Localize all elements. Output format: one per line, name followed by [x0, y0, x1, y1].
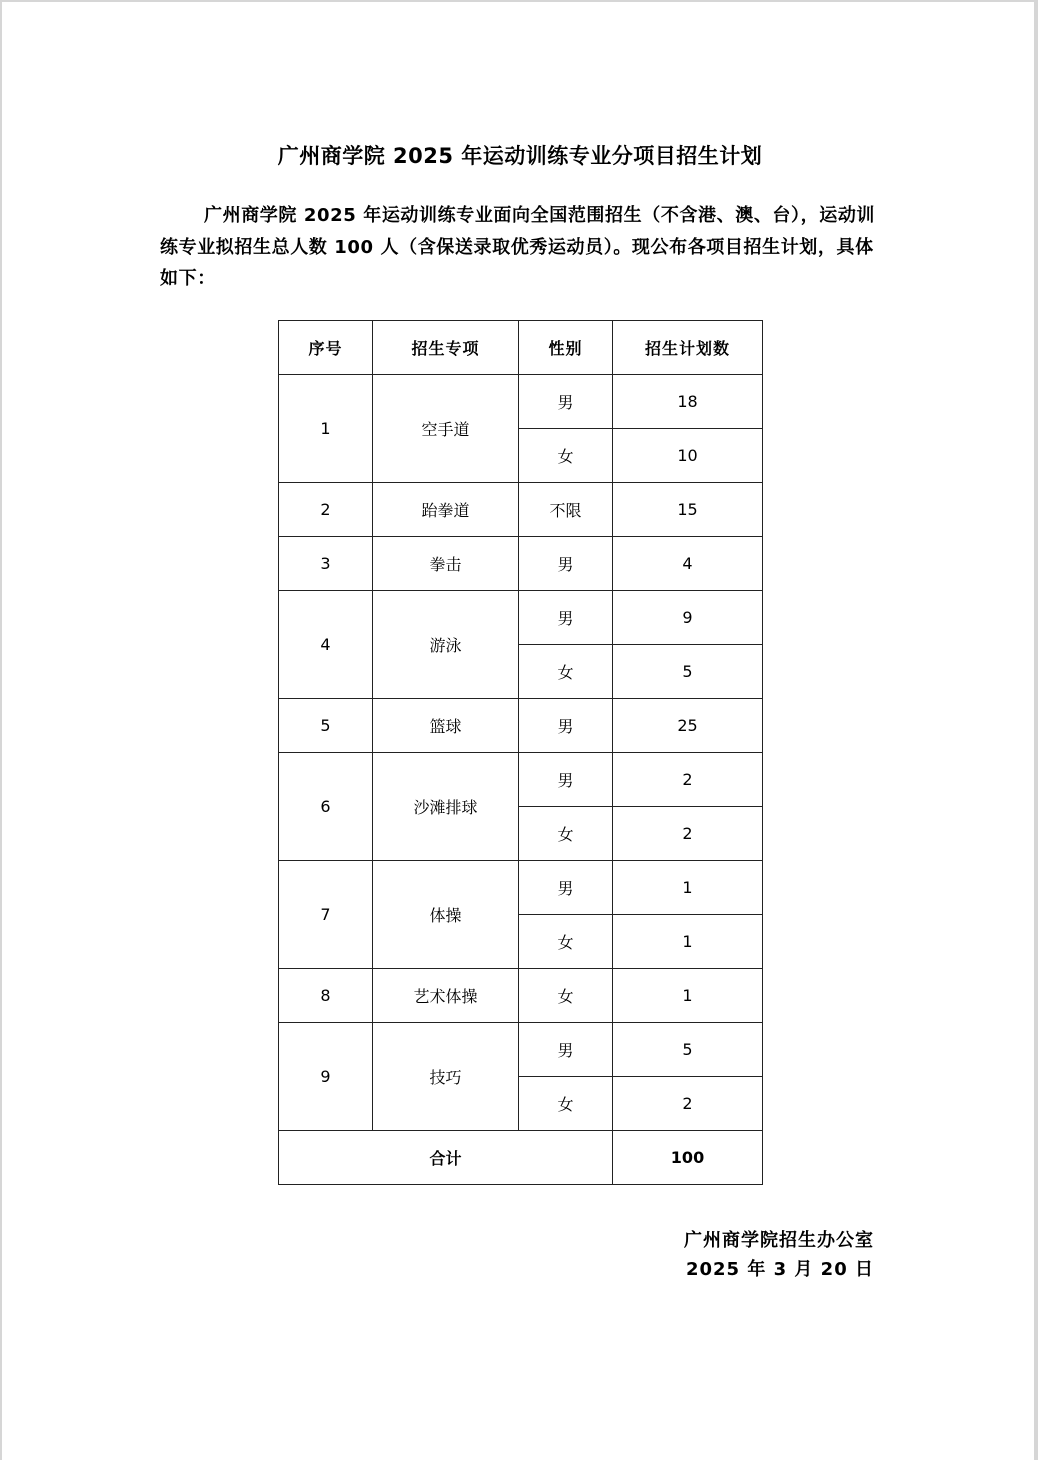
total-value: 100: [613, 1131, 763, 1185]
cell-gender: 女: [519, 645, 613, 699]
header-sport: 招生专项: [373, 321, 519, 375]
header-no: 序号: [279, 321, 373, 375]
cell-count: 2: [613, 807, 763, 861]
cell-sport: 空手道: [373, 375, 519, 483]
header-count: 招生计划数: [613, 321, 763, 375]
intro-paragraph: 广州商学院 2025 年运动训练专业面向全国范围招生（不含港、澳、台），运动训练专业拟招生总人数 100 人（含保送录取优秀运动员）。现公布各项目招生计划，具体如下：: [160, 205, 876, 289]
table-row: [279, 861, 763, 915]
cell-sport: 体操: [373, 861, 519, 969]
total-label: 合计: [279, 1131, 613, 1185]
cell-sport: 沙滩排球: [373, 753, 519, 861]
cell-count: 5: [613, 645, 763, 699]
cell-gender: 女: [519, 969, 613, 1023]
cell-gender: 女: [519, 807, 613, 861]
table-row: [279, 591, 763, 645]
cell-count: 15: [613, 483, 763, 537]
cell-gender: 男: [519, 699, 613, 753]
cell-count: 2: [613, 753, 763, 807]
cell-count: 1: [613, 915, 763, 969]
cell-gender: 女: [519, 1077, 613, 1131]
table-row: [279, 1023, 763, 1077]
cell-no: 4: [279, 591, 373, 699]
cell-gender: 男: [519, 375, 613, 429]
table-row: [279, 537, 763, 591]
cell-sport: 艺术体操: [373, 969, 519, 1023]
cell-no: 7: [279, 861, 373, 969]
header-gender: 性别: [519, 321, 613, 375]
cell-gender: 女: [519, 429, 613, 483]
signature-block: [684, 1226, 874, 1284]
cell-gender: 不限: [519, 483, 613, 537]
cell-gender: 男: [519, 861, 613, 915]
table-row: [279, 969, 763, 1023]
cell-gender: 男: [519, 537, 613, 591]
table-row: [279, 699, 763, 753]
cell-gender: 女: [519, 915, 613, 969]
enrollment-plan-table: [278, 320, 763, 1185]
table-row: [279, 753, 763, 807]
cell-count: 9: [613, 591, 763, 645]
total-row: [279, 1131, 763, 1185]
cell-gender: 男: [519, 1023, 613, 1077]
cell-sport: 游泳: [373, 591, 519, 699]
table-row: [279, 375, 763, 429]
issue-date: 2025 年 3 月 20 日: [685, 1259, 874, 1280]
cell-gender: 男: [519, 591, 613, 645]
cell-count: 10: [613, 429, 763, 483]
cell-no: 5: [279, 699, 373, 753]
cell-count: 1: [613, 969, 763, 1023]
table-row: [279, 483, 763, 537]
cell-no: 8: [279, 969, 373, 1023]
cell-no: 1: [279, 375, 373, 483]
cell-count: 18: [613, 375, 763, 429]
cell-sport: 拳击: [373, 537, 519, 591]
cell-count: 1: [613, 861, 763, 915]
cell-no: 2: [279, 483, 373, 537]
cell-count: 4: [613, 537, 763, 591]
cell-count: 2: [613, 1077, 763, 1131]
cell-no: 6: [279, 753, 373, 861]
table-header-row: [279, 321, 763, 375]
document-page: [2, 2, 1034, 1460]
cell-sport: 跆拳道: [373, 483, 519, 537]
cell-gender: 男: [519, 753, 613, 807]
cell-count: 25: [613, 699, 763, 753]
issuing-office: 广州商学院招生办公室: [684, 1230, 874, 1251]
cell-no: 3: [279, 537, 373, 591]
cell-sport: 技巧: [373, 1023, 519, 1131]
cell-sport: 篮球: [373, 699, 519, 753]
cell-no: 9: [279, 1023, 373, 1131]
document-title: 广州商学院 2025 年运动训练专业分项目招生计划: [277, 144, 763, 168]
cell-count: 5: [613, 1023, 763, 1077]
